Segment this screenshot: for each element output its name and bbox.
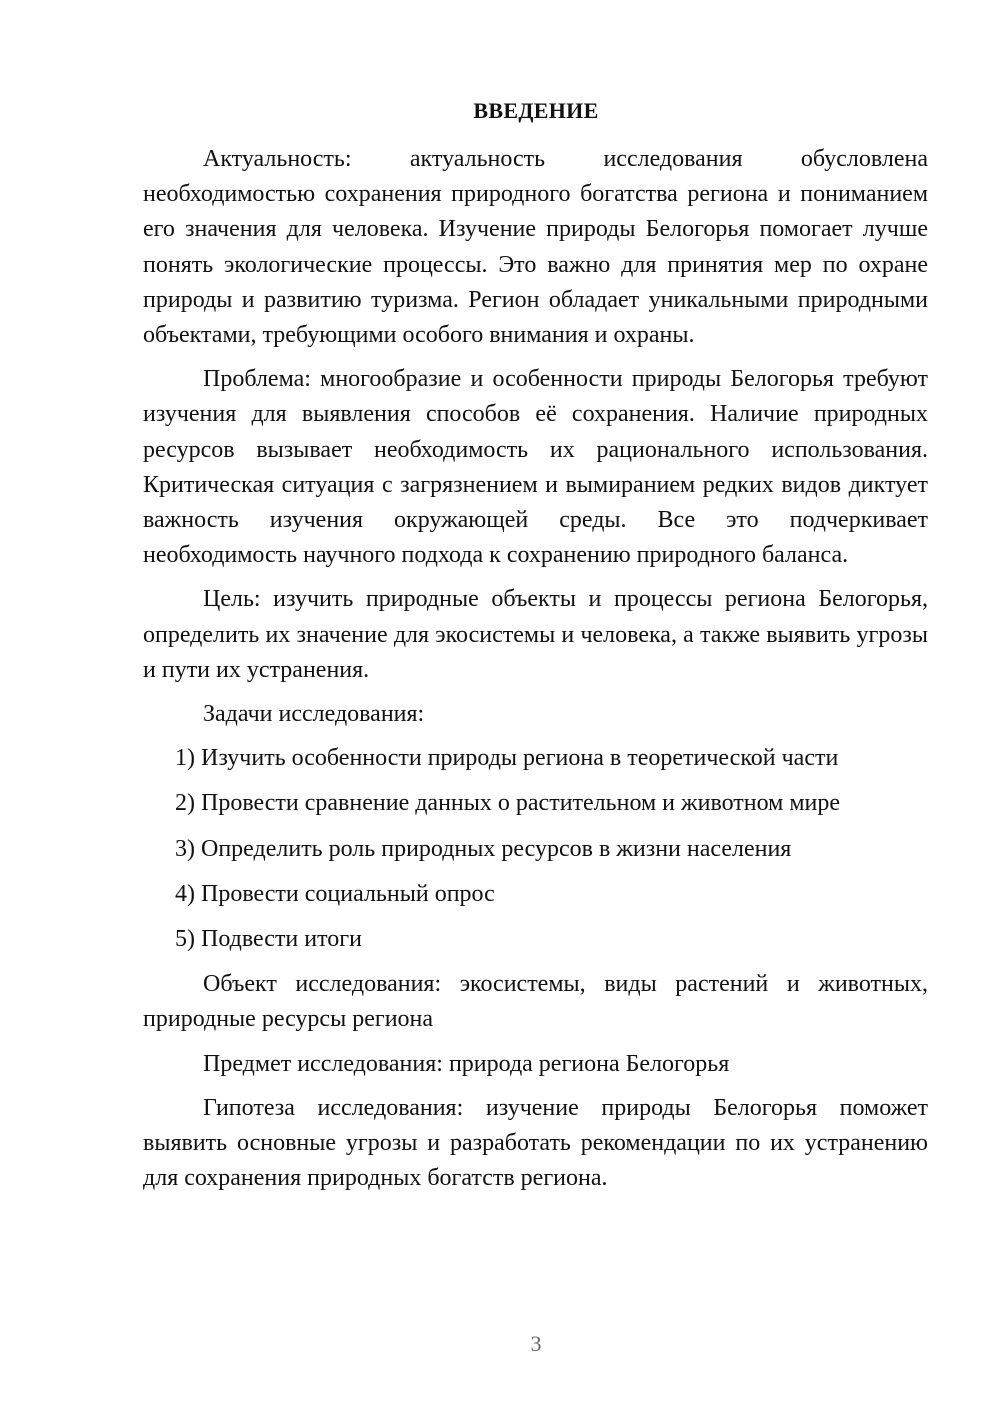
tasks-list bbox=[143, 741, 928, 957]
list-item: 2) Провести сравнение данных о растительном и животном мире bbox=[175, 790, 841, 817]
tasks-title: Задачи исследования: bbox=[203, 701, 425, 728]
section-heading: ВВЕДЕНИЕ bbox=[473, 98, 599, 123]
page-number: 3 bbox=[530, 1331, 542, 1356]
list-item: 3) Определить роль природных ресурсов в жизни населения bbox=[175, 835, 792, 862]
document-body bbox=[143, 142, 928, 1205]
subject-paragraph: Предмет исследования: природа региона Белогорья bbox=[203, 1050, 730, 1077]
list-item: 1) Изучить особенности природы региона в теоретической части bbox=[175, 745, 839, 772]
goal-paragraph: Цель: изучить природные объекты и процессы региона Белогорья, определить их значение для экосистемы и человека, а также выявить угрозы и пути их устранения. bbox=[143, 586, 928, 683]
list-item: 4) Провести социальный опрос bbox=[175, 880, 495, 907]
hypothesis-paragraph: Гипотеза исследования: изучение природы Белогорья поможет выявить основные угрозы и разработать рекомендации по их устранению для сохранения природных богатств региона. bbox=[143, 1094, 928, 1192]
relevance-paragraph: Актуальность: актуальность исследования обусловлена необходимостью сохранения природного богатства региона и пониманием его значения для человека. Изучение природы Белогорья помогает лучше понять экологические процессы. Это важно для принятия мер по охране природы и развитию туризма. Регион обладает уникальными природными объектами, требующими особого внимания и охраны. bbox=[143, 146, 928, 349]
list-item: 5) Подвести итоги bbox=[175, 926, 362, 953]
problem-paragraph: Проблема: многообразие и особенности природы Белогорья требуют изучения для выявления способов её сохранения. Наличие природных ресурсов вызывает необходимость их рационального использования. Критическая ситуация с загрязнением и вымиранием редких видов диктует важность изучения окружающей среды. Все это подчеркивает необходимость научного подхода к сохранению природного баланса. bbox=[143, 366, 928, 569]
object-paragraph: Объект исследования: экосистемы, виды растений и животных, природные ресурсы региона bbox=[143, 971, 928, 1033]
